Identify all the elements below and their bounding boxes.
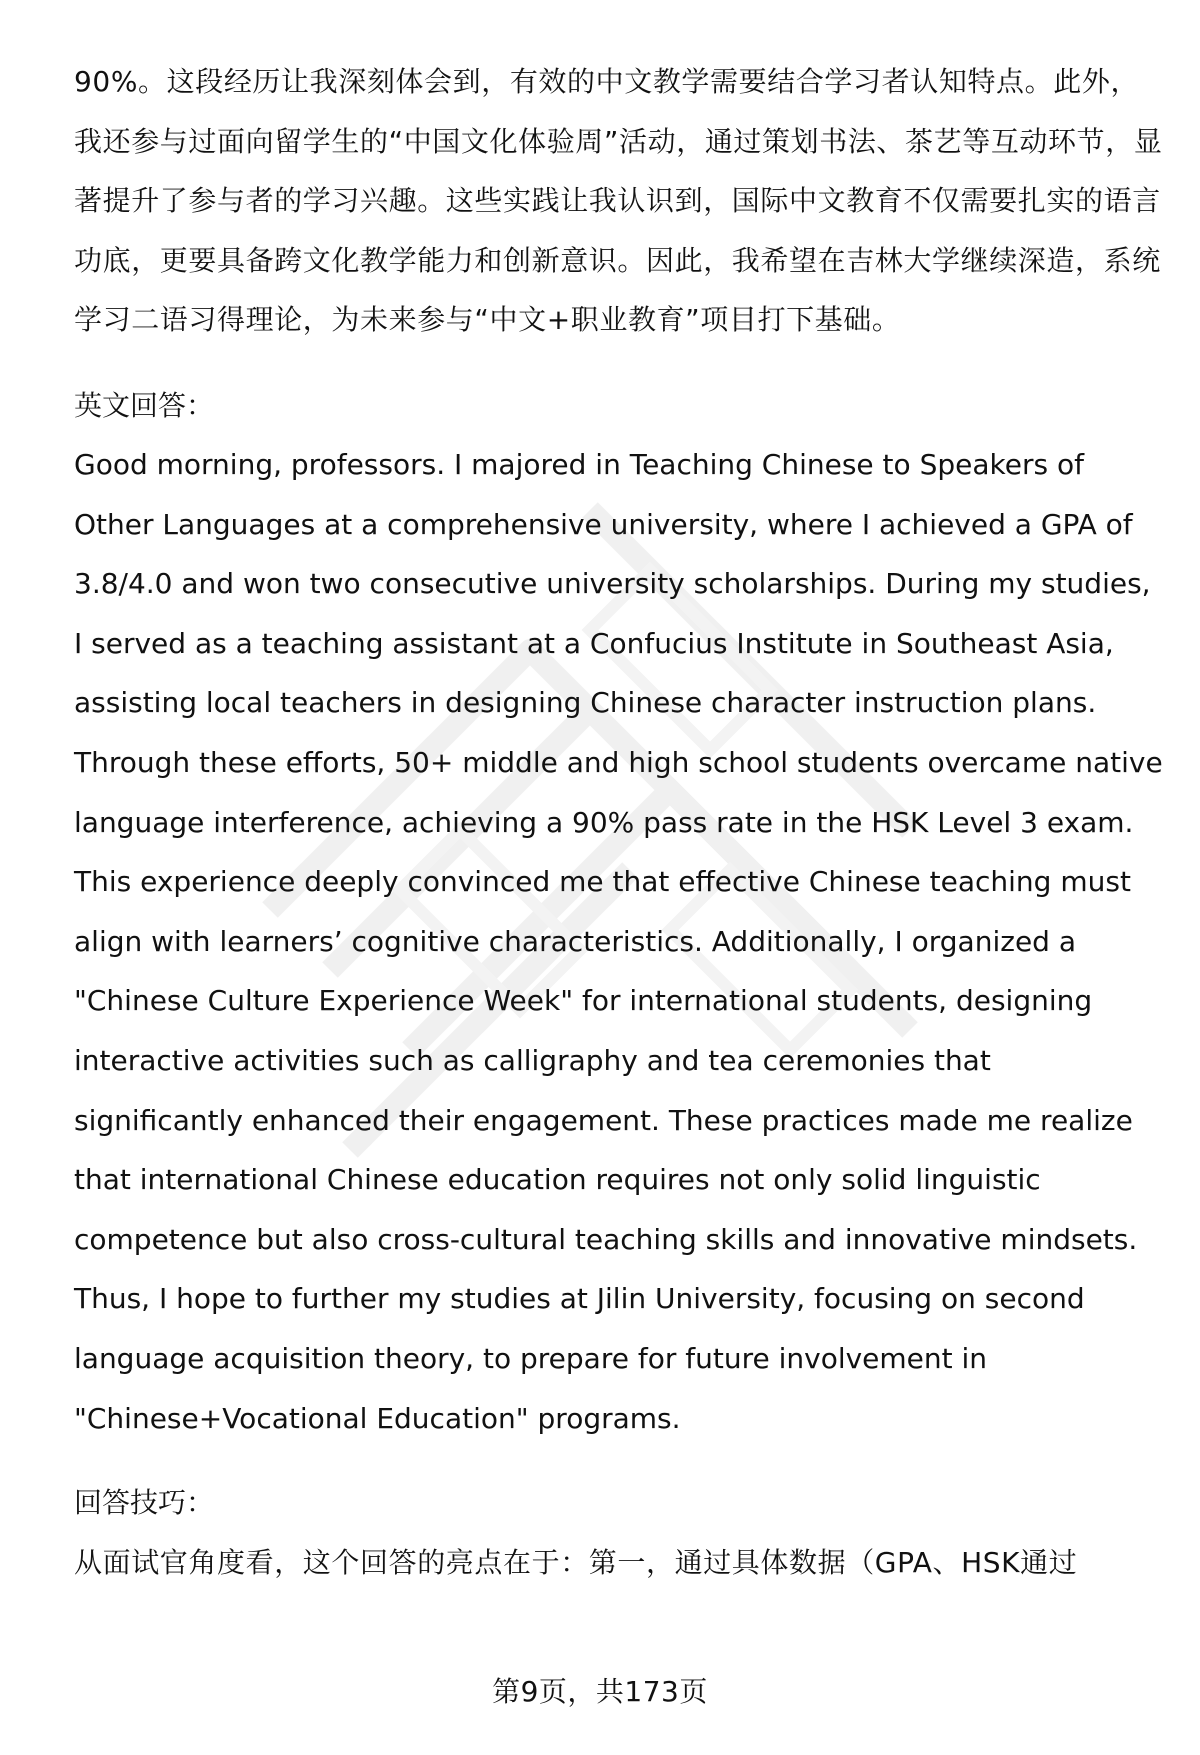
english-answer-heading: 英文回答： [74,388,215,422]
answer-tips-paragraph: 从面试官角度看，这个回答的亮点在于：第一，通过具体数据（GPA、HSK通过 [74,1545,1078,1579]
spacer [74,350,1164,376]
answer-tips-heading: 回答技巧： [74,1486,215,1520]
english-answer-paragraph: Good morning, professors. I majored in Teaching Chinese to Speakers of Other Languages at a comprehensive university, where I achieved a GPA of 3.8/4.0 and won two consecutive university scholarships. During my studies, I served as a teaching assistant at a Confucius Institute in Southeast Asia, assisting local teachers in designing Chinese character instruction plans. Through these efforts, 50+ middle and high school students overcame native language interference, achieving a 90% pass rate in the HSK Level 3 exam. This experience deeply convinced me that effective Chinese teaching must align with learners’ cognitive characteristics. Additionally, I organized a "Chinese Culture Experience Week" for international students, designing interactive activities such as calligraphy and tea ceremonies that significantly enhanced their engagement. These practices made me realize that international Chinese education requires not only solid linguistic competence but also cross-cultural teaching skills and innovative mindsets. Thus, I hope to further my studies at Jilin University, focusing on second language acquisition theory, to prepare for future involvement in "Chinese+Vocational Education" programs. [74,448,1163,1435]
spacer [74,1448,1164,1473]
page-number-footer: 第9页，共173页 [492,1675,708,1708]
document-page [74,52,1164,1592]
chinese-answer-paragraph: 90%。这段经历让我深刻体会到，有效的中文教学需要结合学习者认知特点。此外，我还参与过面向留学生的“中国文化体验周”活动，通过策划书法、茶艺等互动环节，显著提升了参与者的学习兴趣。这些实践让我认识到，国际中文教育不仅需要扎实的语言功底，更要具备跨文化教学能力和创新意识。因此，我希望在吉林大学继续深造，系统学习二语习得理论，为未来参与“中文+职业教育”项目打下基础。 [74,65,1163,336]
